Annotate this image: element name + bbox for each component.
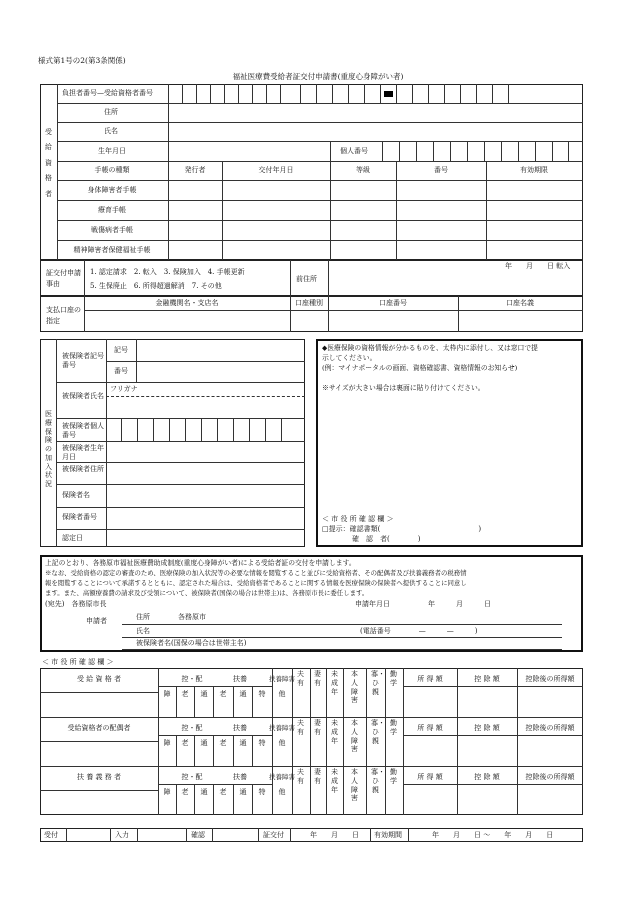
insurer-number-label: 保険者番号 <box>62 513 97 521</box>
declaration-p3: 報を閲覧することについて承諾するとともに、認定された場合は、受給資格者であることに関する情報を医療保険の保険者へ提供することに同意し <box>45 579 467 587</box>
fuyo-label-1: 扶養 <box>233 675 247 683</box>
handbook-col-number: 番号 <box>434 166 448 174</box>
insured-name-label: 被保険者氏名 <box>62 392 104 400</box>
insured-personal-label: 被保険者個人番号 <box>62 422 104 440</box>
footer-issue-date: 年 月 日 <box>310 831 359 839</box>
bank-col-type: 口座種別 <box>295 299 323 307</box>
deduction-label-3: 控 除 額 <box>474 773 500 781</box>
insured-birth-label: 被保険者生年月日 <box>62 444 104 462</box>
vcol-widow: 寡・ひ親 <box>371 670 385 696</box>
notice-confirm-line2: 確 認 者( ) <box>352 535 421 543</box>
small-4: 通 <box>239 788 247 796</box>
small-5: 特 <box>258 739 266 747</box>
recipient-birthdate-label: 生年月日 <box>98 147 126 155</box>
separator-mark <box>384 91 393 97</box>
office-row-recipient: 受 給 資 格 者 <box>77 675 121 683</box>
kigo-label: 記号 <box>114 346 128 354</box>
applicant-address-label: 住所 <box>136 613 150 621</box>
small-3: 老 <box>219 690 227 698</box>
declaration-p4: ます。また、高額療養費の請求及び受領について、被保険者(国保の場合は世帯主)は、各務原市長に委任します。 <box>45 589 369 597</box>
vcol-widow: 寡・ひ親 <box>371 719 385 745</box>
small-6: 他 <box>278 788 286 796</box>
vcol-husband: 夫有 <box>297 670 304 687</box>
small-2: 通 <box>200 739 208 747</box>
vcol-minor: 未成年 <box>331 768 338 794</box>
declaration-p2: ※なお、受給資格の認定の審査のため、医療保険の加入状況等の必要な情報を閲覧すること並びに受給資格者、その配偶者及び扶養義務者の税務情 <box>45 569 467 577</box>
deduct-label-2: 控・配 <box>181 724 203 732</box>
insured-name-head-label: 被保険者名(国保の場合は世帯主名) <box>136 639 247 647</box>
small-0: 障 <box>163 690 171 698</box>
small-3: 老 <box>219 739 227 747</box>
deduction-label-2: 控 除 額 <box>474 724 500 732</box>
small-4: 通 <box>239 690 247 698</box>
vcol-wife: 妻有 <box>314 670 321 687</box>
handbook-col-date: 交付年月日 <box>258 166 294 174</box>
recipient-section-label: 受給資格者 <box>45 128 52 198</box>
declaration-p1: 上記のとおり、各務原市福祉医療費助成制度(重度心身障がい者)による受給者証の交付を申請します。 <box>45 559 356 567</box>
handbook-ryoiku: 療育手帳 <box>98 206 126 214</box>
burden-number-label: 負担者番号—受給資格者番号 <box>62 89 153 97</box>
footer-issue: 証交付 <box>263 831 284 839</box>
insured-address-label: 被保険者住所 <box>62 465 104 473</box>
deduct-label-1: 控・配 <box>181 675 203 683</box>
small-1: 老 <box>181 739 189 747</box>
notice-line1: ◆医療保険の資格情報が分かるものを、太枠内に添付し、又は窓口で提 <box>322 344 538 352</box>
recipient-name-label: 氏名 <box>104 127 118 135</box>
small-1: 老 <box>181 788 189 796</box>
office-row-dependent: 扶 養 義 務 者 <box>77 773 121 781</box>
income-label-2: 所 得 額 <box>417 724 443 732</box>
applicant-label: 申請者 <box>86 617 107 625</box>
after-label-1: 控除後の所得額 <box>525 675 575 683</box>
vcol-student: 勤学 <box>390 670 397 687</box>
small-5: 特 <box>258 788 266 796</box>
cert-date-label: 認定日 <box>62 534 83 542</box>
vcol-disabled: 本人障害 <box>351 719 358 754</box>
small-4: 通 <box>239 739 247 747</box>
footer-validity: 年 月 日 〜 年 月 日 <box>432 831 554 839</box>
small-1: 老 <box>181 690 189 698</box>
office-title: ＜ 市 役 所 確 認 欄 ＞ <box>42 658 114 666</box>
footer-confirm: 確認 <box>191 831 205 839</box>
insurance-section-label: 医療保険の加入状況 <box>45 410 52 488</box>
fuyo-disabled-3: 扶養障害 <box>269 773 295 781</box>
handbook-war: 戦傷病者手帳 <box>91 226 133 234</box>
fuyo-disabled-2: 扶養障害 <box>269 724 295 732</box>
application-date: 年 月 日 <box>428 600 491 608</box>
vcol-disabled: 本人障害 <box>351 768 358 803</box>
notice-line2: 示してください。 <box>322 354 377 362</box>
fuyo-disabled-1: 扶養障害 <box>269 675 295 683</box>
applicant-address-value: 各務原市 <box>178 613 206 621</box>
handbook-physical: 身体障害者手帳 <box>87 186 137 194</box>
footer-validity-label: 有効期間 <box>374 831 402 839</box>
bango-label: 番号 <box>114 367 128 375</box>
insured-symbol-label: 被保険者記号番号 <box>62 352 104 370</box>
vcol-widow: 寡・ひ親 <box>371 768 385 794</box>
vcol-minor: 未成年 <box>331 670 338 696</box>
bank-col-name: 金融機関名・支店名 <box>155 299 219 307</box>
income-label-3: 所 得 額 <box>417 773 443 781</box>
bank-col-holder: 口座名義 <box>506 299 534 307</box>
notice-line4: ※サイズが大きい場合は裏面に貼り付けてください。 <box>322 384 485 392</box>
applicant-name-label: 氏名 <box>136 627 150 635</box>
handbook-col-expiry: 有効期限 <box>520 166 548 174</box>
page-title: 福祉医療費受給者証交付申請書(重度心身障がい者) <box>232 72 404 81</box>
furigana-label: フリガナ <box>110 385 138 393</box>
small-6: 他 <box>278 739 286 747</box>
fuyo-label-3: 扶養 <box>233 773 247 781</box>
notice-confirm-line1: □提示：確認書類( ) <box>322 525 482 533</box>
insurer-name-label: 保険者名 <box>62 491 90 499</box>
phone-label: (電話番号 — — ) <box>360 627 478 635</box>
handbook-mental: 精神障害者保健福祉手帳 <box>73 246 151 254</box>
vcol-disabled: 本人障害 <box>351 670 358 705</box>
bank-label: 支払口座の指定 <box>46 306 81 325</box>
reason-label: 証交付申請事由 <box>46 269 81 288</box>
small-2: 通 <box>200 690 208 698</box>
after-label-2: 控除後の所得額 <box>525 724 575 732</box>
small-6: 他 <box>278 690 286 698</box>
handbook-col-grade: 等級 <box>356 166 370 174</box>
vcol-wife: 妻有 <box>314 719 321 736</box>
prev-address-label: 前住所 <box>296 275 317 283</box>
reason-options-line2: 5. 生保廃止 6. 所得超過解消 7. その他 <box>90 282 222 290</box>
notice-confirm-title: ＜ 市 役 所 確 認 欄 ＞ <box>322 515 394 523</box>
handbook-col-issuer: 発行者 <box>184 166 206 174</box>
vcol-husband: 夫有 <box>297 768 304 785</box>
deduction-label-1: 控 除 額 <box>474 675 500 683</box>
personal-number-label: 個人番号 <box>340 147 368 155</box>
addressee: (宛先) 各務原市長 <box>45 600 107 608</box>
deduct-label-3: 控・配 <box>181 773 203 781</box>
vcol-student: 勤学 <box>390 768 397 785</box>
after-label-3: 控除後の所得額 <box>525 773 575 781</box>
small-0: 障 <box>163 788 171 796</box>
recipient-address-label: 住所 <box>104 108 118 116</box>
fuyo-label-2: 扶養 <box>233 724 247 732</box>
vcol-student: 勤学 <box>390 719 397 736</box>
bank-col-number: 口座番号 <box>379 299 407 307</box>
office-row-spouse: 受給資格者の配偶者 <box>67 724 131 732</box>
handbook-col-type: 手帳の種類 <box>94 166 130 174</box>
move-in-date: 年 月 日 転入 <box>505 262 571 270</box>
small-0: 障 <box>163 739 171 747</box>
footer-input: 入力 <box>115 831 129 839</box>
reason-options-line1: 1. 認定請求 2. 転入 3. 保険加入 4. 手帳更新 <box>90 268 245 276</box>
vcol-wife: 妻有 <box>314 768 321 785</box>
vcol-husband: 夫有 <box>297 719 304 736</box>
application-date-label: 申請年月日 <box>355 600 390 608</box>
small-3: 老 <box>219 788 227 796</box>
income-label-1: 所 得 額 <box>417 675 443 683</box>
small-5: 特 <box>258 690 266 698</box>
notice-line3: (例：マイナポータルの画面、資格確認書、資格情報のお知らせ) <box>322 364 518 372</box>
small-2: 通 <box>200 788 208 796</box>
footer-receive: 受付 <box>44 831 58 839</box>
vcol-minor: 未成年 <box>331 719 338 745</box>
form-number: 様式第1号の2(第3条関係) <box>38 56 126 65</box>
